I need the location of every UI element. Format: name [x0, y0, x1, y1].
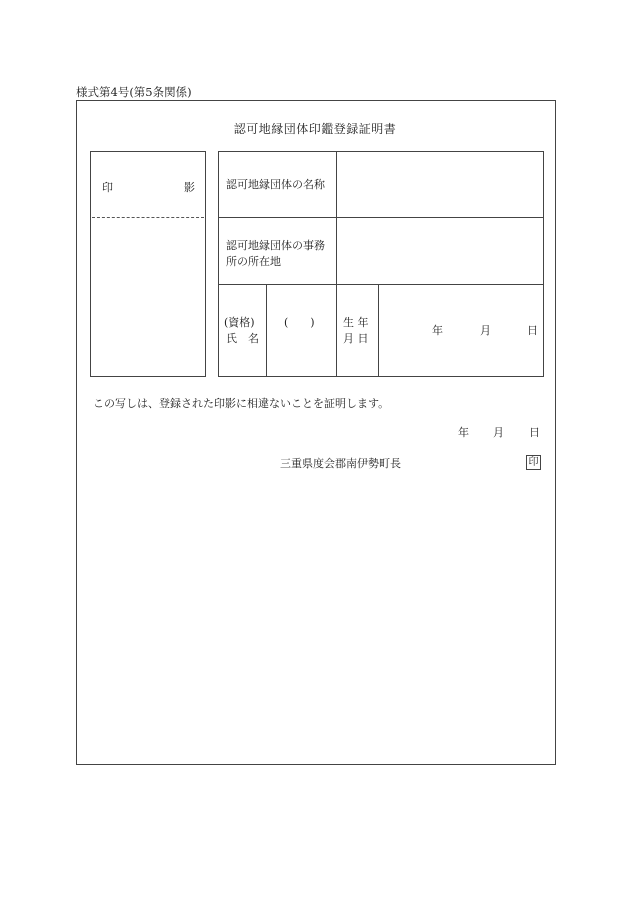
birth-day-label: 日 — [527, 324, 538, 337]
table-column-divider — [378, 284, 379, 377]
form-number: 様式第4号(第5条関係) — [76, 85, 192, 99]
cert-year-label: 年 — [458, 426, 469, 439]
cert-month-label: 月 — [493, 426, 504, 439]
person-name-label: 氏 名 — [226, 332, 259, 345]
issuer-name: 三重県度会郡南伊勢町長 — [280, 457, 401, 470]
representative-name-field[interactable] — [268, 286, 334, 375]
office-address-label: 認可地縁団体の事務 — [226, 239, 325, 252]
birth-month-label: 月 — [480, 324, 491, 337]
group-name-field[interactable] — [338, 153, 542, 215]
table-column-divider — [266, 284, 267, 377]
seal-divider — [92, 217, 204, 218]
seal-label-right: 影 — [184, 181, 195, 194]
table-column-divider — [336, 151, 337, 377]
table-row-divider — [218, 217, 544, 218]
seal-label-left: 印 — [102, 181, 113, 194]
document-title: 認可地縁団体印鑑登録証明書 — [233, 122, 397, 136]
cert-day-label: 日 — [529, 426, 540, 439]
birth-year-label: 年 — [432, 324, 443, 337]
qualification-paren: ( ) — [284, 316, 315, 329]
official-stamp: 印 — [526, 455, 541, 470]
office-address-field[interactable] — [338, 219, 542, 282]
group-name-label: 認可地縁団体の名称 — [226, 178, 325, 191]
qualification-label: (資格) — [224, 316, 255, 329]
certification-statement: この写しは、登録された印影に相違ないことを証明します。 — [93, 397, 390, 410]
birth-date-label: 生 年 — [343, 316, 369, 329]
office-address-label-line2: 所の所在地 — [226, 255, 281, 268]
birth-date-label-line2: 月 日 — [343, 332, 369, 345]
